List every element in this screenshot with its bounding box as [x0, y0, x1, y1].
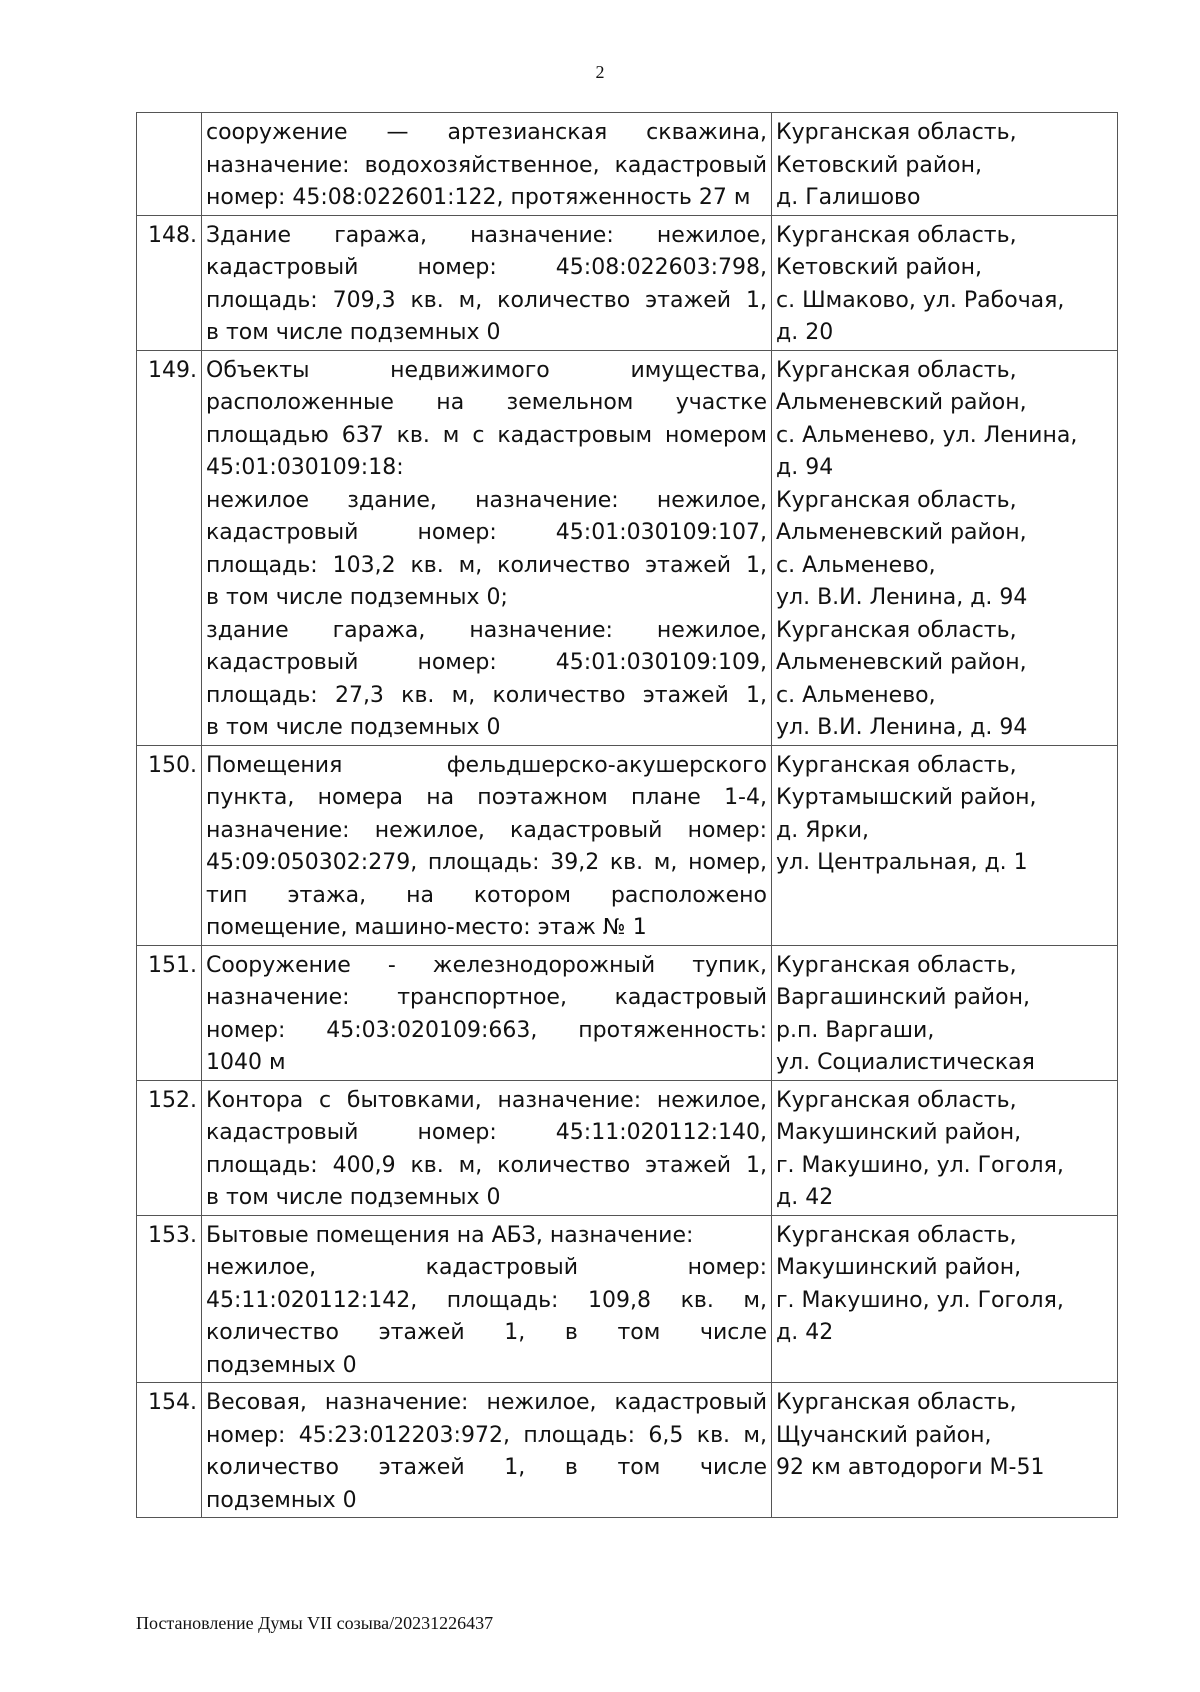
location-line: Курганская область,	[776, 487, 1017, 513]
description-line: назначение: нежилое, кадастровый номер:	[206, 817, 767, 843]
description-line: тип этажа, на котором расположено	[206, 882, 767, 908]
location-line: Альменевский район,	[776, 650, 1027, 675]
location-line: Макушинский район,	[776, 1255, 1022, 1280]
table-row	[137, 215, 1118, 350]
location-line: Курганская область,	[776, 120, 1017, 145]
description-line: номер: 45:03:020109:663, протяженность:	[206, 1017, 767, 1043]
item-number: 154.	[137, 1383, 202, 1518]
location-line: Куртамышский район,	[776, 785, 1037, 810]
location-line: д. 20	[776, 320, 834, 345]
description-line: сооружение — артезианская скважина,	[206, 120, 767, 145]
location-line: Альменевский район,	[776, 520, 1027, 545]
object-location	[772, 113, 1118, 216]
location-line: д. 42	[776, 1185, 834, 1210]
location-line: г. Макушино, ул. Гоголя,	[776, 1152, 1064, 1178]
table-row	[137, 1215, 1118, 1383]
location-line: д. 94	[776, 455, 834, 480]
table-row	[137, 1080, 1118, 1215]
page-number: 2	[595, 62, 605, 82]
object-description	[202, 1080, 772, 1215]
location-line: Курганская область,	[776, 1390, 1017, 1415]
object-description	[202, 113, 772, 216]
description-line: здание гаража, назначение: нежилое,	[206, 617, 767, 643]
location-line: Курганская область,	[776, 1087, 1017, 1113]
description-line: в том числе подземных 0	[206, 715, 501, 740]
description-line: площадь: 400,9 кв. м, количество этажей 1,	[206, 1152, 767, 1178]
object-description	[202, 745, 772, 945]
object-description	[202, 945, 772, 1080]
property-table	[136, 112, 1118, 1518]
location-line: д. Галишово	[776, 185, 921, 210]
description-line: в том числе подземных 0	[206, 320, 501, 345]
description-line: номер: 45:23:012203:972, площадь: 6,5 кв. м,	[206, 1422, 767, 1448]
description-line: подземных 0	[206, 1352, 357, 1378]
item-number: 148.	[137, 215, 202, 350]
description-line: площадью 637 кв. м с кадастровым номером	[206, 422, 767, 448]
location-line: д. Ярки,	[776, 817, 870, 843]
description-line: назначение: водохозяйственное, кадастровый	[206, 152, 767, 178]
table-row	[137, 1383, 1118, 1518]
location-line: Курганская область,	[776, 1222, 1017, 1248]
description-line: Объекты недвижимого имущества,	[206, 357, 767, 383]
description-line: кадастровый номер: 45:01:030109:109,	[206, 650, 767, 675]
description-line: Бытовые помещения на АБЗ, назначение:	[206, 1222, 694, 1248]
object-location	[772, 745, 1118, 945]
location-line: Курганская область,	[776, 617, 1017, 643]
description-line: Контора с бытовками, назначение: нежилое,	[206, 1087, 767, 1113]
location-line: Щучанский район,	[776, 1422, 992, 1448]
description-line: подземных 0	[206, 1487, 357, 1513]
description-line: количество этажей 1, в том числе	[206, 1320, 767, 1345]
location-line: Курганская область,	[776, 752, 1017, 778]
description-line: Здание гаража, назначение: нежилое,	[206, 222, 767, 248]
item-number	[137, 113, 202, 216]
location-line: Макушинский район,	[776, 1120, 1022, 1145]
location-line: Альменевский район,	[776, 390, 1027, 415]
object-location	[772, 1383, 1118, 1518]
object-description	[202, 215, 772, 350]
description-line: Помещения фельдшерско-акушерского	[206, 752, 767, 778]
location-line: г. Макушино, ул. Гоголя,	[776, 1287, 1064, 1313]
location-line: Курганская область,	[776, 952, 1017, 978]
object-description	[202, 350, 772, 745]
location-line: Кетовский район,	[776, 152, 982, 178]
item-number: 151.	[137, 945, 202, 1080]
description-line: в том числе подземных 0	[206, 1185, 501, 1210]
object-location	[772, 350, 1118, 745]
description-line: 45:11:020112:142, площадь: 109,8 кв. м,	[206, 1287, 767, 1313]
description-line: кадастровый номер: 45:11:020112:140,	[206, 1120, 767, 1145]
description-line: 45:09:050302:279, площадь: 39,2 кв. м, номер,	[206, 850, 767, 875]
item-number: 152.	[137, 1080, 202, 1215]
location-line: д. 42	[776, 1320, 834, 1345]
table-row	[137, 350, 1118, 745]
description-line: пункта, номера на поэтажном плане 1-4,	[206, 785, 767, 810]
description-line: площадь: 709,3 кв. м, количество этажей 1,	[206, 287, 767, 313]
location-line: Курганская область,	[776, 222, 1017, 248]
description-line: Сооружение - железнодорожный тупик,	[206, 952, 767, 978]
object-location	[772, 1080, 1118, 1215]
description-line: Весовая, назначение: нежилое, кадастровый	[206, 1390, 767, 1415]
location-line: ул. В.И. Ленина, д. 94	[776, 585, 1028, 610]
object-location	[772, 1215, 1118, 1383]
object-location	[772, 945, 1118, 1080]
table-row	[137, 945, 1118, 1080]
description-line: кадастровый номер: 45:08:022603:798,	[206, 255, 767, 280]
item-number: 149.	[137, 350, 202, 745]
table-body	[137, 113, 1118, 1518]
object-description	[202, 1383, 772, 1518]
description-line: назначение: транспортное, кадастровый	[206, 985, 767, 1010]
description-line: в том числе подземных 0;	[206, 585, 508, 610]
description-line: площадь: 103,2 кв. м, количество этажей 1,	[206, 552, 767, 578]
description-line: расположенные на земельном участке	[206, 390, 767, 415]
description-line: кадастровый номер: 45:01:030109:107,	[206, 520, 767, 545]
item-number: 150.	[137, 745, 202, 945]
description-line: 45:01:030109:18:	[206, 455, 404, 480]
location-line: ул. В.И. Ленина, д. 94	[776, 715, 1028, 740]
location-line: 92 км автодороги М-51	[776, 1455, 1045, 1480]
document-footer: Постановление Думы VII созыва/20231226437	[136, 1613, 494, 1633]
description-line: номер: 45:08:022601:122, протяженность 27 м	[206, 185, 751, 210]
object-description	[202, 1215, 772, 1383]
item-number: 153.	[137, 1215, 202, 1383]
location-line: ул. Социалистическая	[776, 1050, 1035, 1075]
location-line: ул. Центральная, д. 1	[776, 850, 1028, 875]
location-line: Курганская область,	[776, 357, 1017, 383]
table-row	[137, 113, 1118, 216]
location-line: с. Альменево,	[776, 552, 936, 578]
location-line: с. Альменево, ул. Ленина,	[776, 422, 1078, 448]
location-line: с. Шмаково, ул. Рабочая,	[776, 287, 1065, 313]
description-line: нежилое здание, назначение: нежилое,	[206, 487, 767, 513]
description-line: количество этажей 1, в том числе	[206, 1455, 767, 1480]
description-line: нежилое, кадастровый номер:	[206, 1255, 767, 1280]
location-line: Кетовский район,	[776, 255, 982, 280]
table-row	[137, 745, 1118, 945]
description-line: площадь: 27,3 кв. м, количество этажей 1,	[206, 682, 767, 708]
location-line: с. Альменево,	[776, 682, 936, 708]
object-location	[772, 215, 1118, 350]
location-line: р.п. Варгаши,	[776, 1017, 935, 1043]
location-line: Варгашинский район,	[776, 985, 1030, 1010]
description-line: 1040 м	[206, 1050, 286, 1075]
description-line: помещение, машино-место: этаж № 1	[206, 915, 647, 940]
